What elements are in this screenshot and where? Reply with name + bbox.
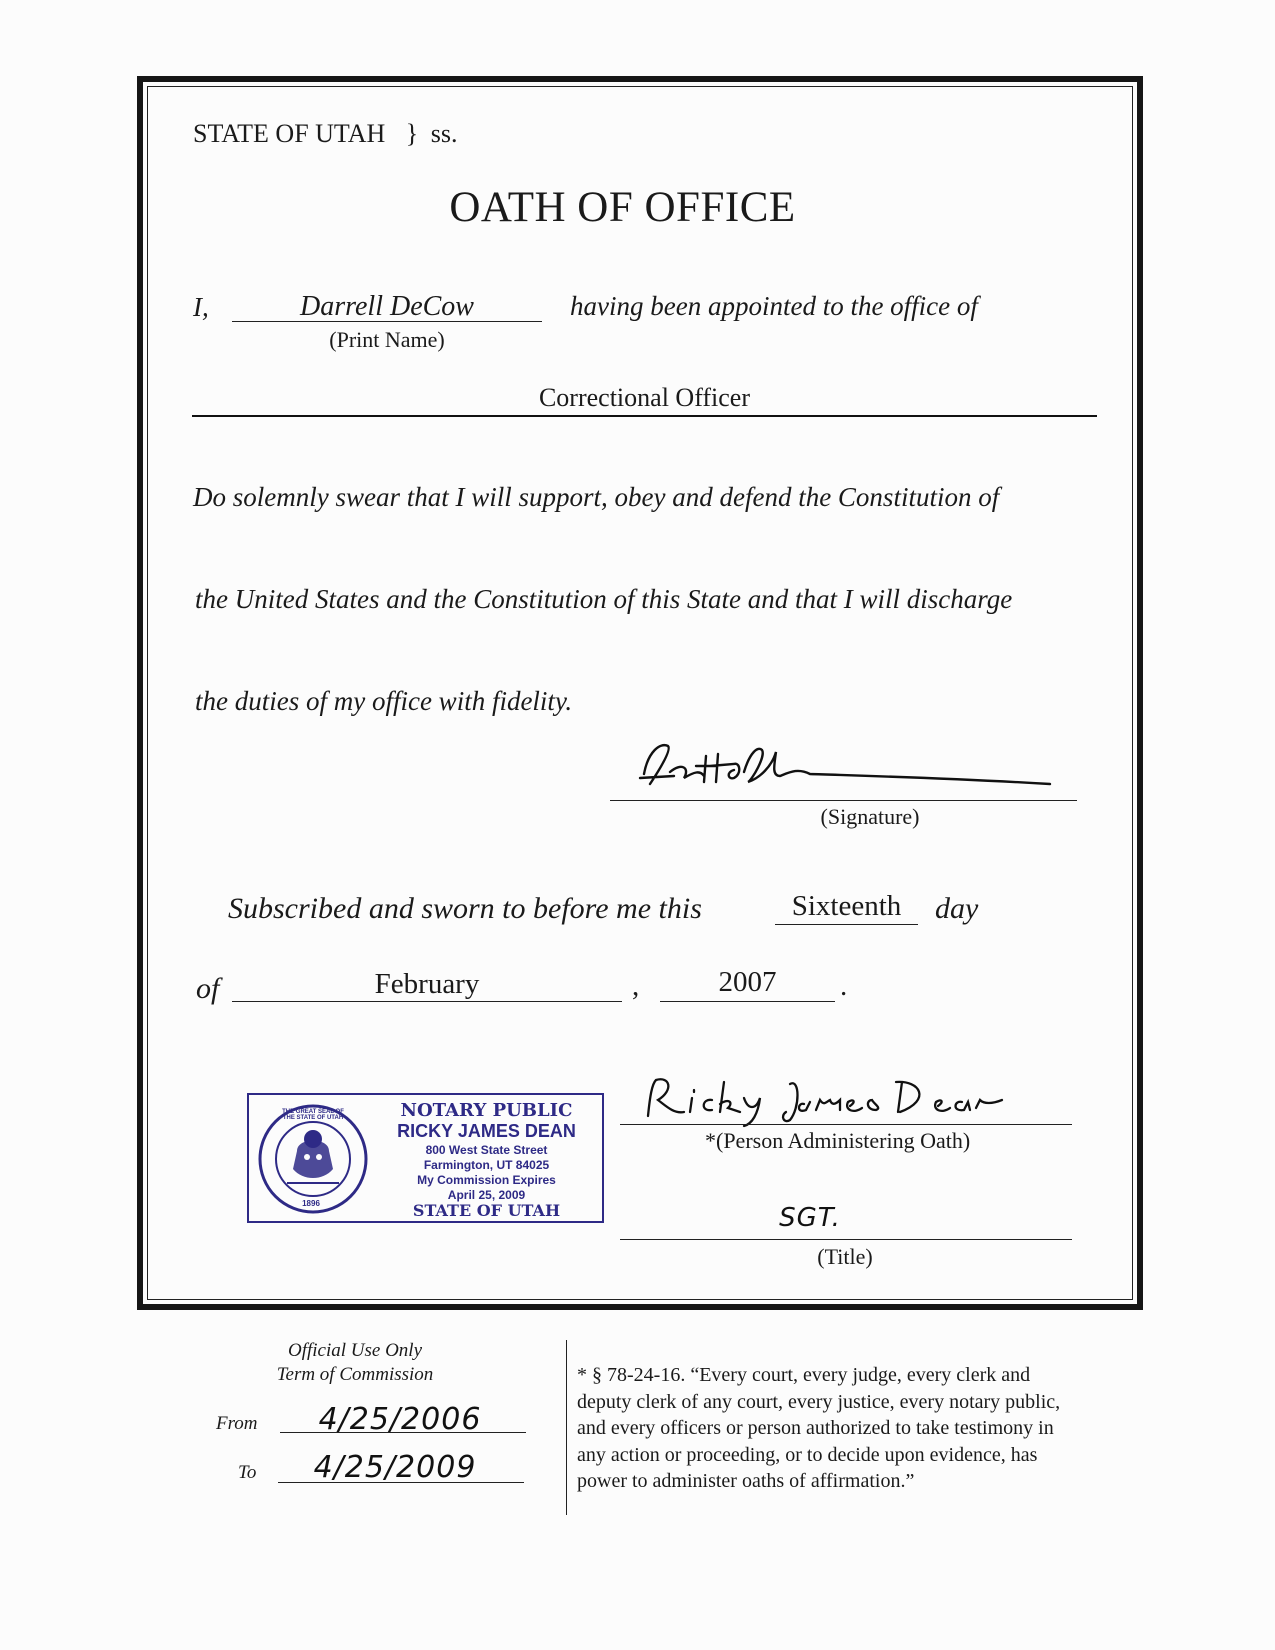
office-underline [192,415,1097,417]
title-line [620,1239,1072,1240]
signature-caption: (Signature) [820,804,920,829]
statute-footnote [577,1362,1060,1495]
administrator-signature-line [620,1124,1072,1125]
stamp-line-3: 800 West State Street [425,1143,548,1157]
from-value: 4/25/2006 [318,1402,482,1437]
stamp-line-5: My Commission Expires [417,1173,556,1187]
footer-divider [566,1340,567,1515]
stamp-line-4: Farmington, UT 84025 [423,1158,550,1172]
office-value: Correctional Officer [538,383,751,412]
administrator-signature [640,1070,1010,1130]
stamp-line-7: STATE OF UTAH [412,1201,561,1220]
subscribed-text: Subscribed and sworn to before me this [228,892,702,925]
date-period: . [840,970,848,1002]
footnote-line-3: and every officers or person authorized to take testimony in [577,1417,1054,1439]
year-value: 2007 [718,966,777,998]
state-label: STATE OF UTAH [193,119,386,148]
day-value: Sixteenth [791,890,902,922]
from-label: From [216,1413,258,1434]
of-word: of [196,972,220,1005]
seal-year: 1896 [302,1199,320,1208]
oath-body-line-3: the duties of my office with fidelity. [195,686,573,716]
stamp-line-1: NOTARY PUBLIC [400,1100,573,1121]
official-use-heading: Official Use Only [287,1340,423,1361]
title-caption: (Title) [817,1244,873,1269]
oath-body-line-2: the United States and the Constitution of this State and that I will discharge [195,584,1013,614]
stamp-line-2: RICKY JAMES DEAN [397,1121,576,1141]
ss-label: ss. [430,119,458,148]
signature-line [610,800,1077,801]
footnote-line-1: * § 78-24-16. “Every court, every judge, every clerk and [577,1364,1031,1386]
month-underline [232,1001,622,1002]
title-value: SGT. [779,1203,841,1233]
to-label: To [238,1462,257,1483]
year-underline [660,1001,835,1002]
notary-stamp [247,1093,604,1223]
state-heading [193,119,458,149]
oath-name-value: Darrell DeCow [300,291,474,322]
administrator-caption: *(Person Administering Oath) [705,1128,971,1153]
to-underline [278,1482,524,1483]
oath-body-line-1: Do solemnly swear that I will support, obey and defend the Constitution of [193,482,1000,512]
term-of-commission-heading: Term of Commission [276,1364,434,1385]
i-label: I, [193,292,209,322]
print-name-caption: (Print Name) [329,327,445,352]
day-word: day [935,892,979,925]
date-comma: , [632,970,640,1002]
appointed-text: having been appointed to the office of [570,291,978,321]
day-underline [775,924,918,925]
document-title: OATH OF OFFICE [449,184,796,231]
name-underline [232,321,542,322]
footnote-line-4: any action or proceeding, or to decide upon evidence, has [577,1443,1038,1466]
to-value: 4/25/2009 [313,1450,477,1485]
seal-ring-text: THE GREAT SEAL OF THE STATE OF UTAH [282,1109,344,1121]
stamp-line-6: April 25, 2009 [447,1188,526,1202]
footnote-line-5: power to administer oaths of affirmation.” [577,1470,915,1492]
month-value: February [374,968,480,1000]
footnote-line-2: deputy clerk of any court, every justice, every notary public, [577,1390,1061,1413]
officer-signature [630,732,1080,802]
brace-mark: } [405,119,419,148]
from-underline [280,1432,526,1433]
